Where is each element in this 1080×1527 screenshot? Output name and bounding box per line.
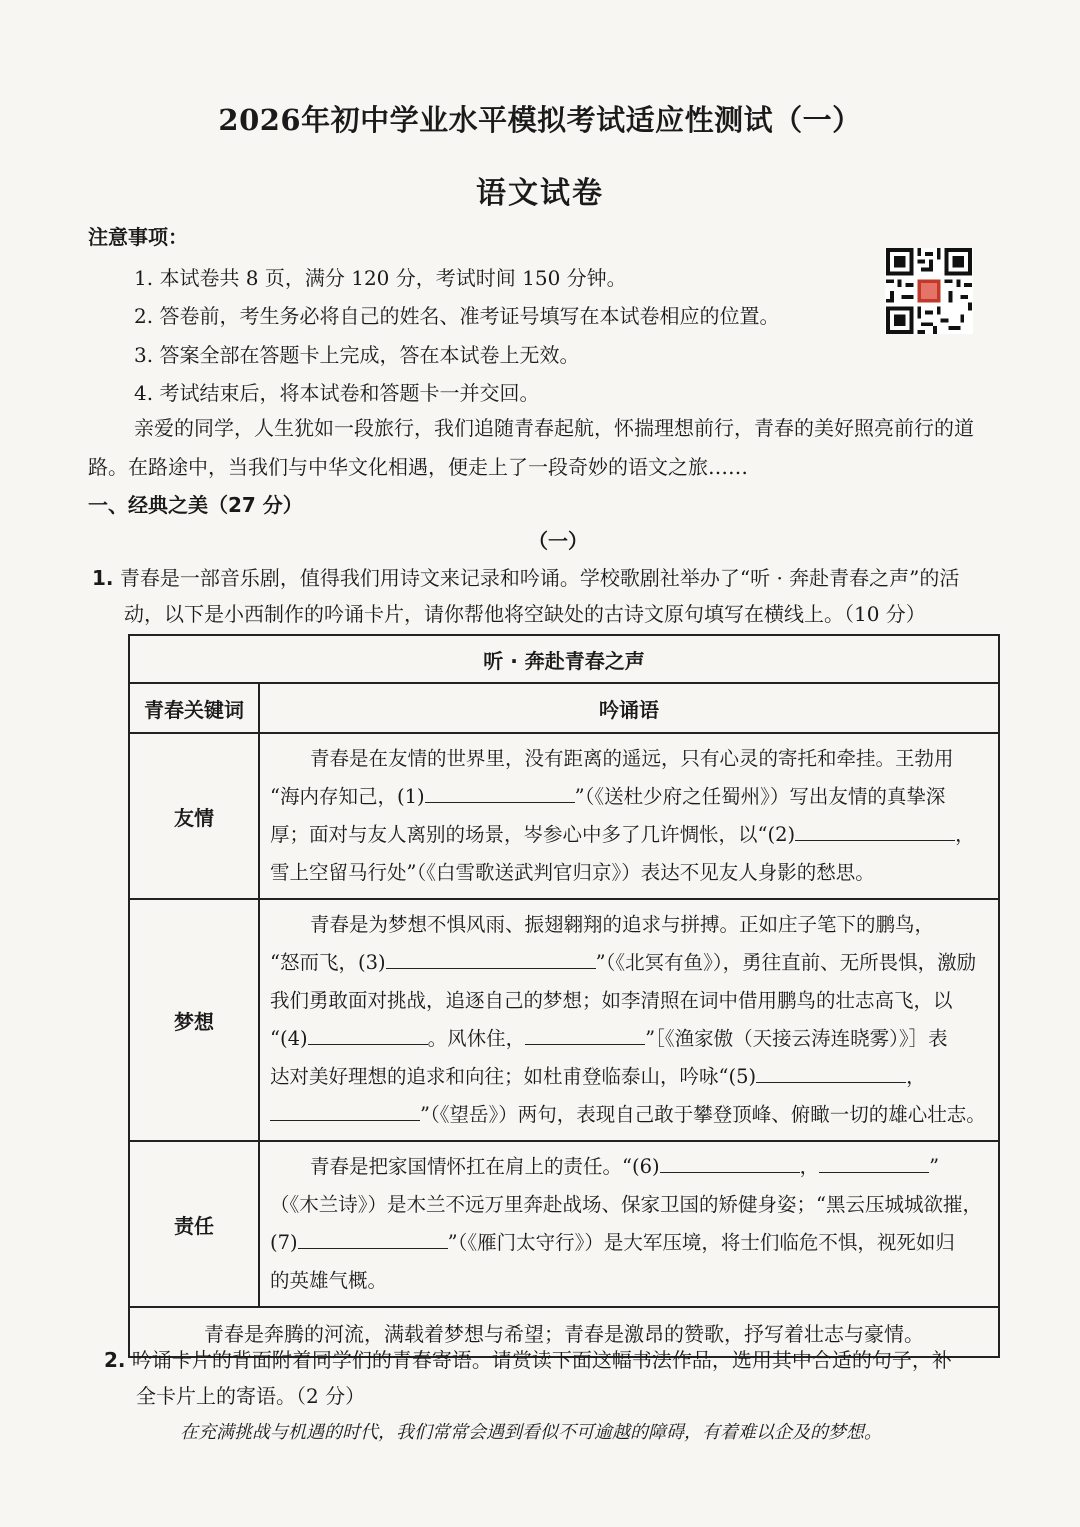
question-number: 1. [92,566,114,590]
answer-blank[interactable] [308,1025,428,1046]
notice-item: 2. 答卷前，考生务必将自己的姓名、准考证号填写在本试卷相应的位置。 [134,304,780,328]
recitation-cell [259,899,999,1141]
notice-heading: 注意事项： [88,225,188,249]
cell-line: 厚；面对与友人离别的场景，岑参心中多了几许惆怅，以“(2) ， [270,816,992,854]
cell-line: 青春是在友情的世界里，没有距离的遥远，只有心灵的寄托和牵挂。王勃用 [310,747,954,770]
cell-line: ”（《望岳》）两句，表现自己敢于攀登顶峰、俯瞰一切的雄心壮志。 [270,1096,992,1134]
answer-blank[interactable] [525,1025,645,1046]
recitation-cell [259,1141,999,1307]
cell-line: 雪上空留马行处”（《白雪歌送武判官归京》）表达不见友人身影的愁思。 [270,861,875,884]
answer-blank[interactable] [660,1153,800,1174]
cell-line: 达对美好理想的追求和向往；如杜甫登临泰山，吟咏“(5) ， [270,1058,992,1096]
answer-blank[interactable] [270,1101,420,1122]
cell-line: “(4) 。风休住， ”［《渔家傲（天接云涛连晓雾）》］表 [270,1020,992,1058]
cell-line: (7) ”（《雁门太守行》）是大军压境，将士们临危不惧，视死如归 [270,1224,992,1262]
question-2 [104,1344,952,1373]
question-1 [92,562,959,591]
answer-blank[interactable] [819,1153,929,1174]
cell-line: 的英雄气概。 [270,1269,388,1292]
section-heading: 一、经典之美（27 分） [88,493,303,517]
keyword-cell: 梦想 [129,899,259,1141]
cell-line: 青春是为梦想不惧风雨、振翅翱翔的追求与拼搏。正如庄子笔下的鹏鸟， [310,913,935,936]
cell-line: （《木兰诗》）是木兰不远万里奔赴战场、保家卫国的矫健身姿；“黑云压城城欲摧， [270,1193,982,1216]
column-header: 青春关键词 [129,683,259,733]
question-text: 动，以下是小西制作的吟诵卡片，请你帮他将空缺处的古诗文原句填写在横线上。（10 分） [124,602,926,626]
question-number: 2. [104,1348,126,1372]
question-text: 全卡片上的寄语。（2 分） [136,1384,366,1408]
answer-blank[interactable] [795,821,955,842]
cell-line: “怒而飞，(3) ”（《北冥有鱼》），勇往直前、无所畏惧，激励 [270,944,992,982]
answer-blank[interactable] [298,1229,448,1250]
keyword-cell: 责任 [129,1141,259,1307]
notice-item: 3. 答案全部在答题卡上完成，答在本试卷上无效。 [134,343,580,367]
keyword-cell: 友情 [129,733,259,899]
question-text: 青春是一部音乐剧，值得我们用诗文来记录和吟诵。学校歌剧社举办了“听 · 奔赴青春之声”的活 [119,566,960,590]
answer-blank[interactable] [756,1063,906,1084]
cell-line: 我们勇敢面对挑战，追逐自己的梦想；如李清照在词中借用鹏鸟的壮志高飞，以 [270,989,953,1012]
qr-code-icon [885,248,973,334]
calligraphy-text: 在充满挑战与机遇的时代，我们常常会遇到看似不可逾越的障碍，有着难以企及的梦想。 [180,1422,882,1443]
intro-line: 路。在路途中，当我们与中华文化相遇，便走上了一段奇妙的语文之旅…… [88,455,748,479]
part-heading: （一） [528,529,588,553]
question-text: 吟诵卡片的背面附着同学们的青春寄语。请赏读下面这幅书法作品，选用其中合适的句子，补 [131,1348,952,1372]
cell-line: 青春是把家国情怀扛在肩上的责任。“(6) ， ” [270,1148,992,1186]
exam-title: 2026年初中学业水平模拟考试适应性测试（一） [218,103,862,137]
column-header: 吟诵语 [259,683,999,733]
recitation-cell [259,733,999,899]
answer-blank[interactable] [425,783,575,804]
exam-subtitle: 语文试卷 [476,176,604,211]
recitation-card [128,634,1000,1358]
card-caption: 听 · 奔赴青春之声 [129,635,999,683]
answer-blank[interactable] [386,949,596,970]
card-footer: 青春是奔腾的河流，满载着梦想与希望；青春是激昂的赞歌，抒写着壮志与豪情。 [129,1307,999,1357]
cell-line: “海内存知己，(1) ”（《送杜少府之任蜀州》）写出友情的真挚深 [270,778,992,816]
notice-item: 4. 考试结束后，将本试卷和答题卡一并交回。 [134,381,540,405]
notice-item: 1. 本试卷共 8 页，满分 120 分，考试时间 150 分钟。 [134,266,627,290]
intro-line: 亲爱的同学，人生犹如一段旅行，我们追随青春起航，怀揣理想前行，青春的美好照亮前行的道 [134,416,974,440]
